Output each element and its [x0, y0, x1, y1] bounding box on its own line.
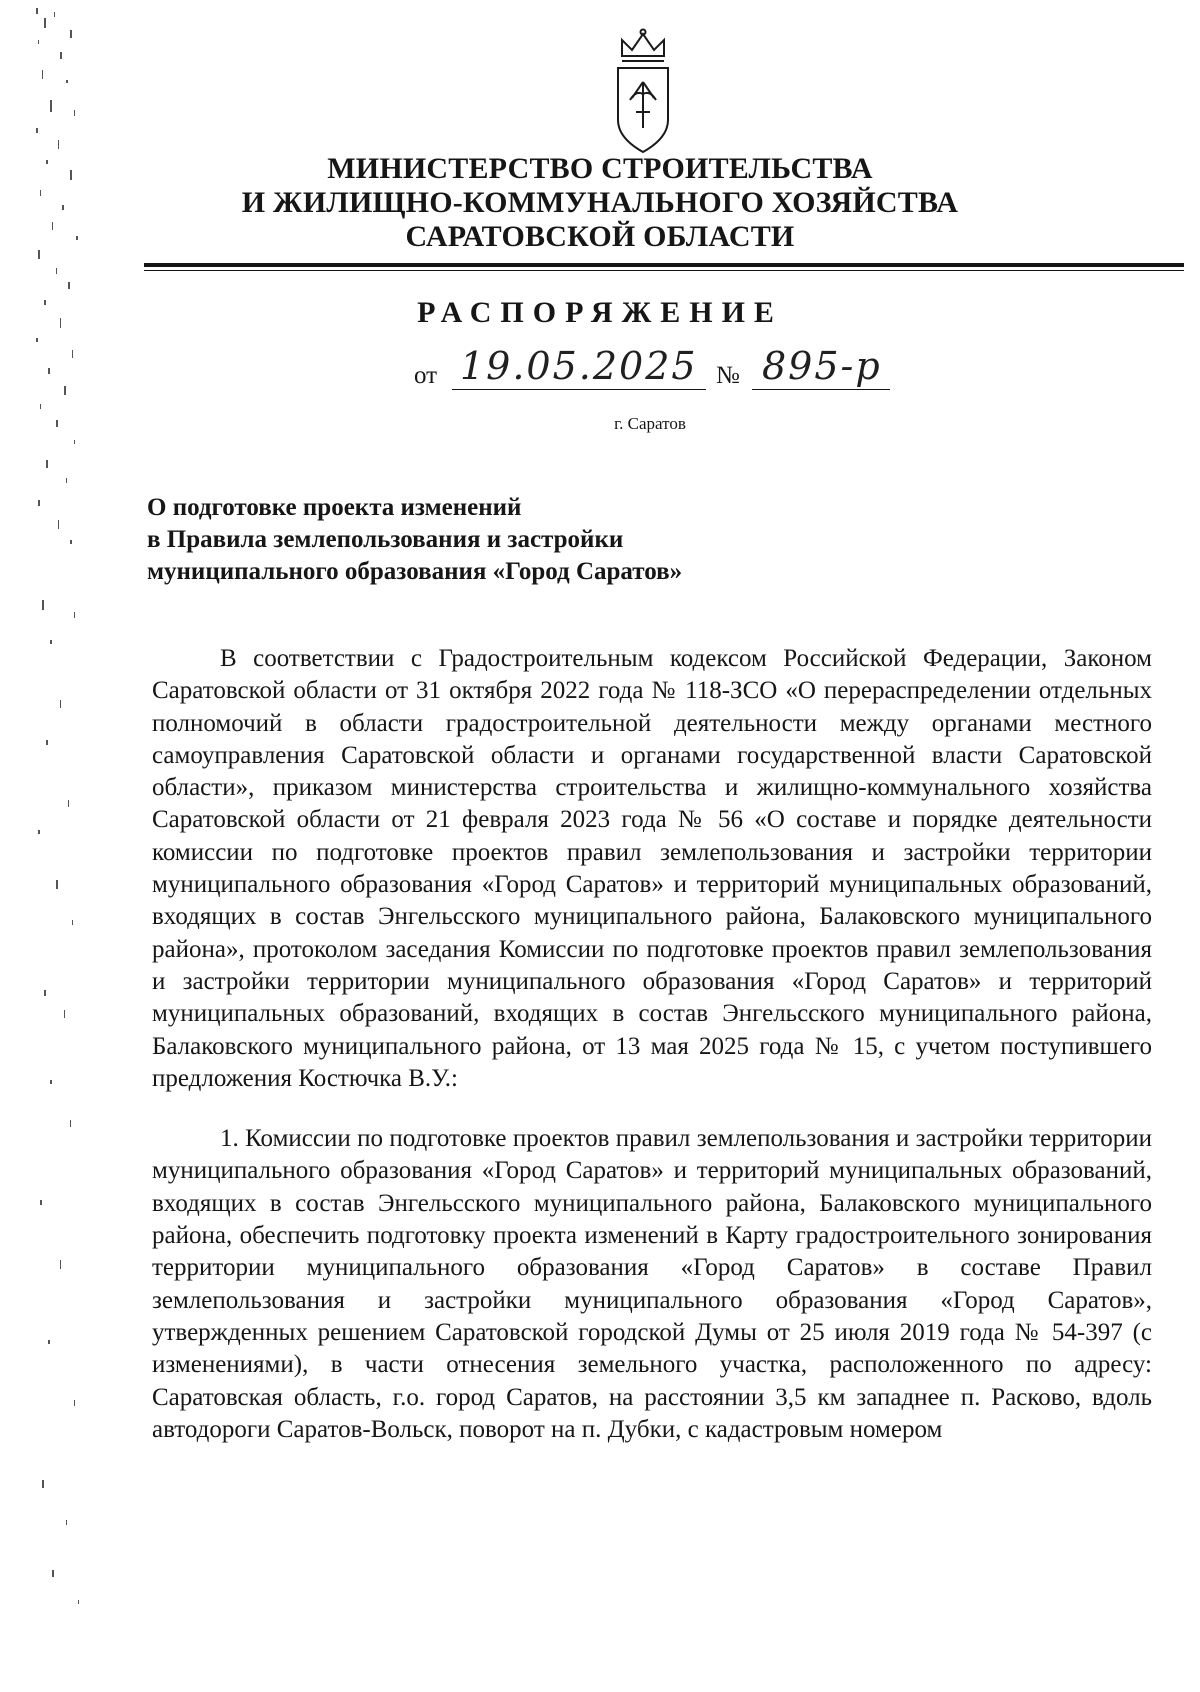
saratov-coat-of-arms-icon	[612, 28, 674, 156]
preamble-paragraph: В соответствии с Градостроительным кодексом Российской Федерации, Законом Саратовской области от 31 октября 2022 года № 118-ЗСО «О перераспределении отдельных полномочий в области градостроительной деятельности между органами местного самоуправления Саратовской области и органами государственной власти Саратовской области», приказом министерства строительства и жилищно-коммунального хозяйства Саратовской области от 21 февраля 2023 года № 56 «О составе и порядке деятельности комиссии по подготовке проектов правил землепользования и застройки территории муниципального образования «Город Саратов» и территорий муниципальных образований, входящих в состав Энгельсского муниципального района, Балаковского муниципального района», протоколом заседания Комиссии по подготовке проектов правил землепользования и застройки территории муниципального образования «Город Саратов» и территорий муниципальных образований, входящих в состав Энгельсского муниципального района, Балаковского муниципального района, от 13 мая 2025 года № 15, с учетом поступившего предложения Костючка В.У.:	[152, 645, 1152, 1092]
scan-noise-margin	[30, 0, 90, 1692]
date-underline	[452, 389, 706, 390]
handwritten-date: 19.05.2025	[460, 344, 698, 388]
subject-line2: в Правила землепользования и застройки	[147, 526, 624, 553]
header-divider-thin	[144, 270, 1184, 271]
subject-line1: О подготовке проекта изменений	[147, 494, 522, 521]
date-number-row	[414, 344, 894, 398]
ministry-name	[200, 152, 1000, 254]
document-type: РАСПОРЯЖЕНИЕ	[417, 296, 783, 329]
document-subject	[147, 492, 682, 588]
document-body	[152, 643, 1152, 1446]
number-prefix: №	[716, 362, 740, 389]
header-divider-thick	[144, 263, 1184, 267]
ministry-name-line3: САРАТОВСКОЙ ОБЛАСТИ	[405, 220, 795, 253]
handwritten-number: 895-р	[762, 344, 882, 388]
number-underline	[752, 389, 890, 390]
item-1-paragraph: 1. Комиссии по подготовке проектов правил землепользования и застройки территории муниципального образования «Город Саратов» и территорий муниципальных образований, входящих в состав Энгельсского муниципального района, Балаковского муниципального района, обеспечить подготовку проекта изменений в Карту градостроительного зонирования территории муниципального образования «Город Саратов» в составе Правил землепользования и застройки муниципального образования «Город Саратов», утвержденных решением Саратовской городской Думы от 25 июля 2019 года № 54-397 (с изменениями), в части отнесения земельного участка, расположенного по адресу: Саратовская область, г.о. город Саратов, на расстоянии 3,5 км западнее п. Расково, вдоль автодороги Саратов-Вольск, поворот на п. Дубки, с кадастровым номером	[152, 1125, 1152, 1443]
date-prefix: от	[414, 362, 438, 389]
city: г. Саратов	[614, 414, 686, 433]
subject-line3: муниципального образования «Город Саратов»	[147, 558, 683, 585]
ministry-name-line1: МИНИСТЕРСТВО СТРОИТЕЛЬСТВА	[327, 152, 873, 185]
ministry-name-line2: И ЖИЛИЩНО-КОММУНАЛЬНОГО ХОЗЯЙСТВА	[241, 186, 959, 219]
